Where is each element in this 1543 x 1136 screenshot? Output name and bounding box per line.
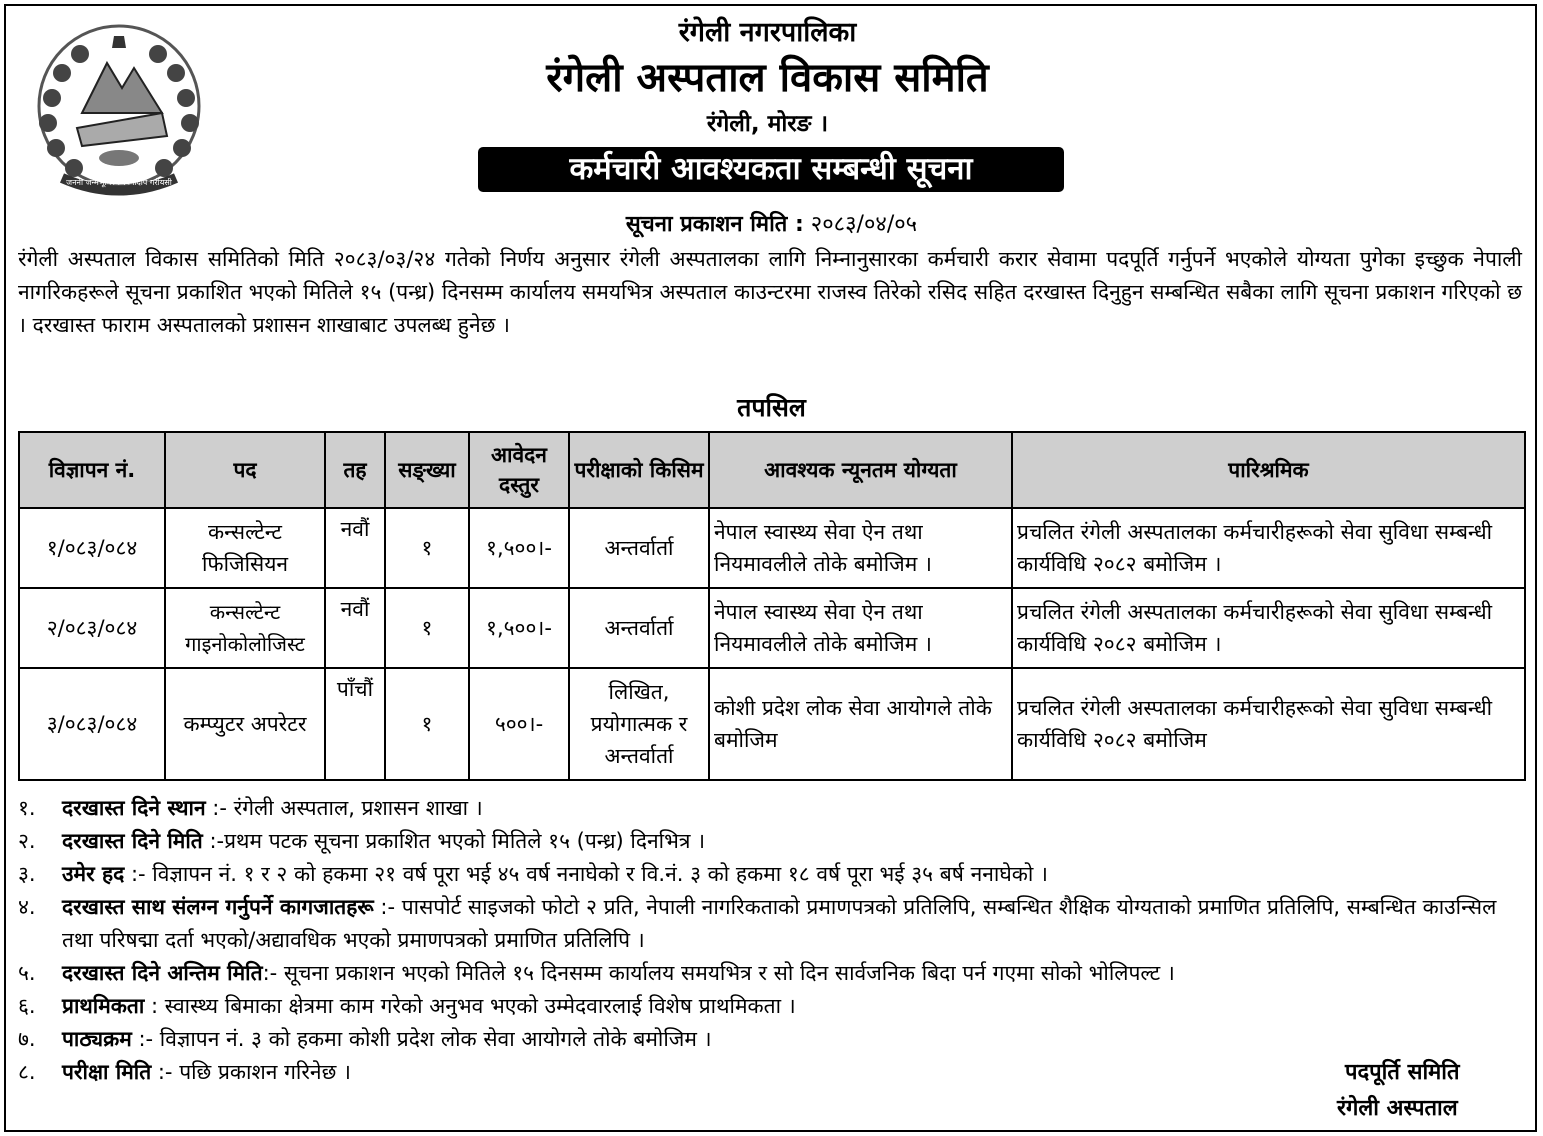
table-row [19, 588, 1525, 668]
note-label: दरखास्त दिने अन्तिम मिति [62, 961, 263, 985]
note-number: ४. [18, 895, 36, 919]
note-number: ७. [18, 1027, 36, 1051]
note-separator: :- [131, 1027, 160, 1051]
note-number: ५. [18, 961, 36, 985]
count-cell: १ [385, 508, 469, 588]
signature-committee: पदपूर्ति समिति [1345, 1060, 1460, 1085]
adv-no-cell: २/०८३/०८४ [19, 588, 165, 668]
note-separator: :- [373, 895, 402, 919]
list-item [18, 891, 1528, 957]
note-separator: :- [202, 829, 225, 853]
note-label: दरखास्त साथ संलग्न गर्नुपर्ने कागजातहरू [62, 895, 374, 919]
note-text: सूचना प्रकाशन भएको मितिले १५ दिनसम्म कार्यालय समयभित्र र सो दिन सार्वजनिक बिदा पर्न गएमा सोको भोलिपल्ट । [283, 961, 1175, 985]
notes-list [18, 792, 1528, 1089]
note-label: उमेर हद [62, 862, 125, 886]
adv-no-cell: १/०८३/०८४ [19, 508, 165, 588]
signature-hospital: रंगेली अस्पताल [1337, 1096, 1458, 1121]
remuneration-cell: प्रचलित रंगेली अस्पतालका कर्मचारीहरूको सेवा सुविधा सम्बन्धी कार्यविधि २०८२ बमोजिम । [1012, 508, 1525, 588]
qualification-cell: नेपाल स्वास्थ्य सेवा ऐन तथा नियमावलीले तोके बमोजिम । [709, 588, 1012, 668]
vacancy-table [18, 431, 1526, 781]
organization-name: रंगेली अस्पताल विकास समिति [546, 55, 989, 101]
note-label: दरखास्त दिने स्थान [62, 796, 206, 820]
note-label: परीक्षा मिति [62, 1060, 152, 1084]
note-separator: :- [205, 796, 234, 820]
list-item [18, 825, 1528, 858]
note-separator: : [144, 994, 165, 1018]
list-item [18, 792, 1528, 825]
note-text: विज्ञापन नं. ३ को हकमा कोशी प्रदेश लोक सेवा आयोगले तोके बमोजिम । [159, 1027, 712, 1051]
note-label: पाठ्यक्रम [62, 1027, 132, 1051]
col-header: आवेदन दस्तुर [469, 432, 569, 508]
publication-date-value: २०८३/०४/०५ [810, 212, 918, 237]
col-header: परीक्षाको किसिम [569, 432, 709, 508]
note-text: विज्ञापन नं. १ र २ को हकमा २१ वर्ष पूरा भई ४५ वर्ष ननाघेको र वि.नं. ३ को हकमा १८ वर्ष पूरा भई ३५ बर्ष ननाघेको । [152, 862, 1048, 886]
level-cell: नवौं [325, 588, 385, 668]
exam-cell: अन्तर्वार्ता [569, 508, 709, 588]
post-cell: कन्सल्टेन्ट फिजिसियन [165, 508, 325, 588]
col-header: आवश्यक न्यूनतम योग्यता [709, 432, 1012, 508]
list-item [18, 1056, 1528, 1089]
note-number: १. [18, 796, 36, 820]
table-title: तपसिल [737, 393, 806, 422]
list-item [18, 957, 1528, 990]
col-header: विज्ञापन नं. [19, 432, 165, 508]
qualification-cell: नेपाल स्वास्थ्य सेवा ऐन तथा नियमावलीले तोके बमोजिम । [709, 508, 1012, 588]
list-item [18, 1023, 1528, 1056]
exam-cell: लिखित, प्रयोगात्मक र अन्तर्वार्ता [569, 668, 709, 780]
municipality-name: रंगेली नगरपालिका [678, 17, 857, 48]
table-row [19, 668, 1525, 780]
publication-date-label: सूचना प्रकाशन मिति : [625, 212, 804, 237]
note-separator: :- [262, 961, 284, 985]
table-row [19, 508, 1525, 588]
qualification-cell: कोशी प्रदेश लोक सेवा आयोगले तोके बमोजिम [709, 668, 1012, 780]
note-label: प्राथमिकता [62, 994, 145, 1018]
svg-text:जननी जन्मभूमिश्च स्वर्गादपि गर: जननी जन्मभूमिश्च स्वर्गादपि गरीयसी [66, 178, 172, 187]
note-text: रंगेली अस्पताल, प्रशासन शाखा । [233, 796, 483, 820]
address: रंगेली, मोरङ । [706, 111, 829, 137]
col-header: पारिश्रमिक [1012, 432, 1525, 508]
note-text: पछि प्रकाशन गरिनेछ । [179, 1060, 351, 1084]
remuneration-cell: प्रचलित रंगेली अस्पतालका कर्मचारीहरूको सेवा सुविधा सम्बन्धी कार्यविधि २०८२ बमोजिम । [1012, 588, 1525, 668]
col-header: सङ्ख्या [385, 432, 469, 508]
count-cell: १ [385, 588, 469, 668]
note-text: पासपोर्ट साइजको फोटो २ प्रति, नेपाली नागरिकताको प्रमाणपत्रको प्रतिलिपि, सम्बन्धित शैक्षिक योग्यताको प्रमाणित प्रतिलिपि, सम्बन्धित काउन्सिल तथा परिषद्मा दर्ता भएको/अद्यावधिक भएको प्रमाणपत्रको प्रमाणित प्रतिलिपि । [62, 895, 1497, 952]
adv-no-cell: ३/०८३/०८४ [19, 668, 165, 780]
level-cell: पाँचौं [325, 668, 385, 780]
fee-cell: १,५००।- [469, 508, 569, 588]
fee-cell: १,५००।- [469, 588, 569, 668]
note-text: प्रथम पटक सूचना प्रकाशित भएको मितिले १५ (पन्ध्र) दिनभित्र । [224, 829, 706, 853]
note-text: स्वास्थ्य बिमाका क्षेत्रमा काम गरेको अनुभव भएको उम्मेदवारलाई विशेष प्राथमिकता । [164, 994, 796, 1018]
col-header: तह [325, 432, 385, 508]
count-cell: १ [385, 668, 469, 780]
list-item [18, 990, 1528, 1023]
intro-paragraph: रंगेली अस्पताल विकास समितिको मिति २०८३/०३/२४ गतेको निर्णय अनुसार रंगेली अस्पतालका लागि निम्नानुसारका कर्मचारी करार सेवामा पदपूर्ति गर्नुपर्ने भएकोले योग्यता पुगेका इच्छुक नेपाली नागरिकहरूले सूचना प्रकाशित भएको मितिले १५ (पन्ध्र) दिनसम्म कार्यालय समयभित्र अस्पताल काउन्टरमा राजस्व तिरेको रसिद सहित दरखास्त दिनुहुन सम्बन्धित सबैका लागि सूचना प्रकाशन गरिएको छ । दरखास्त फाराम अस्पतालको प्रशासन शाखाबाट उपलब्ध हुनेछ । [18, 247, 1522, 337]
notice-title-banner: कर्मचारी आवश्यकता सम्बन्धी सूचना [478, 147, 1064, 192]
col-header: पद [165, 432, 325, 508]
note-separator: :- [124, 862, 153, 886]
publication-date [0, 208, 1543, 238]
exam-cell: अन्तर्वार्ता [569, 588, 709, 668]
post-cell: कम्प्युटर अपरेटर [165, 668, 325, 780]
fee-cell: ५००।- [469, 668, 569, 780]
table-header-row [19, 432, 1525, 508]
note-separator: :- [151, 1060, 180, 1084]
note-number: ३. [18, 862, 36, 886]
note-number: २. [18, 829, 36, 853]
list-item [18, 858, 1528, 891]
level-cell: नवौं [325, 508, 385, 588]
note-number: ६. [18, 994, 36, 1018]
remuneration-cell: प्रचलित रंगेली अस्पतालका कर्मचारीहरूको सेवा सुविधा सम्बन्धी कार्यविधि २०८२ बमोजिम [1012, 668, 1525, 780]
post-cell: कन्सल्टेन्ट गाइनोकोलोजिस्ट [165, 588, 325, 668]
note-number: ८. [18, 1060, 36, 1084]
note-label: दरखास्त दिने मिति [62, 829, 203, 853]
